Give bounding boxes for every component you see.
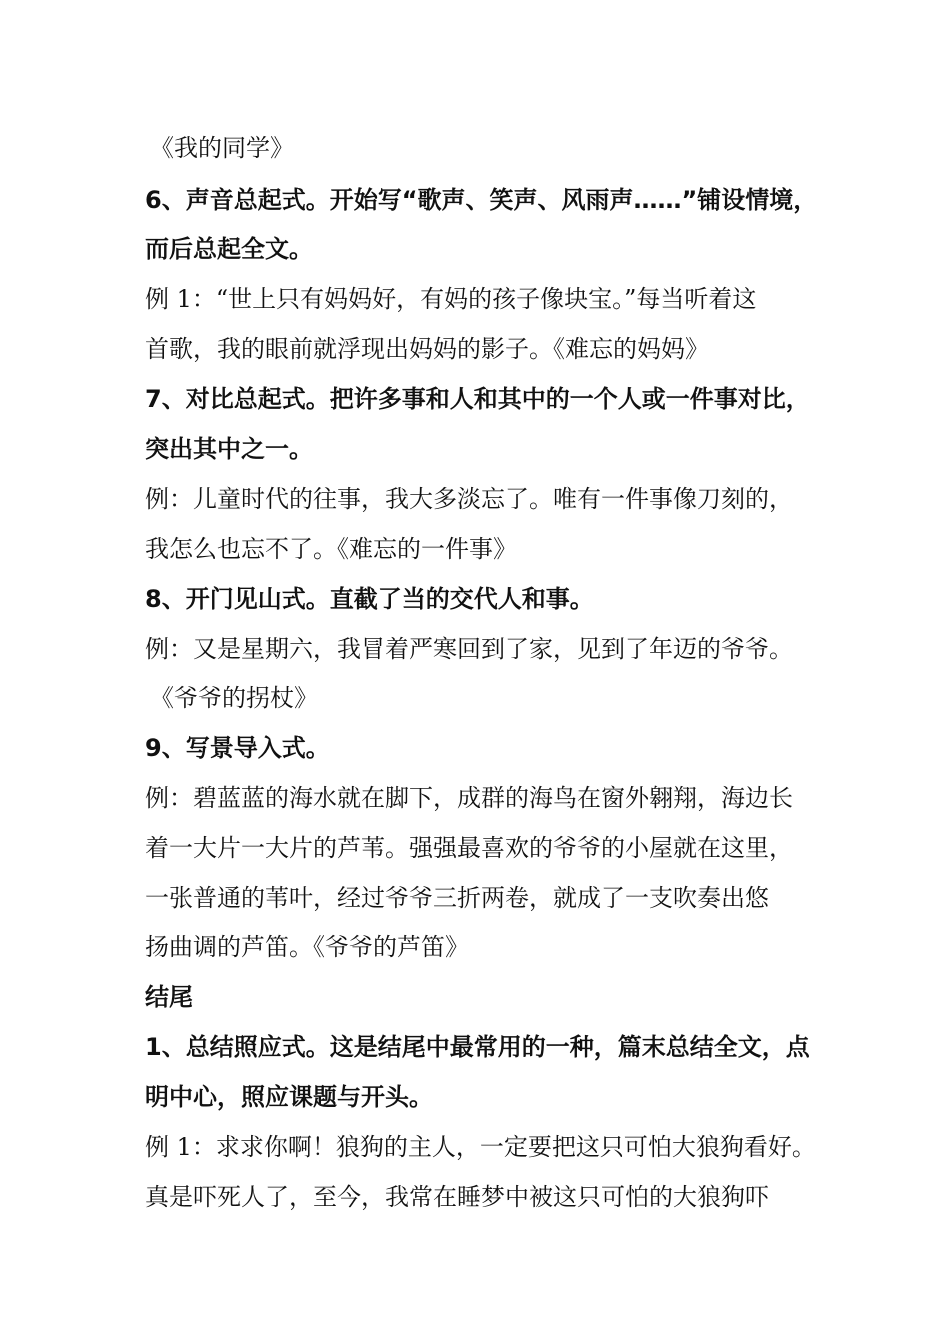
example-line: 例：又是星期六，我冒着严寒回到了家，见到了年迈的爷爷。 <box>145 635 793 663</box>
heading-7-continued: 突出其中之一。 <box>145 435 313 463</box>
heading-9: 9、写景导入式。 <box>145 734 330 762</box>
example-line: 我怎么也忘不了。《难忘的一件事》 <box>145 535 517 563</box>
example-line: 例：儿童时代的往事，我大多淡忘了。唯有一件事像刀刻的， <box>145 485 793 513</box>
example-line: 着一大片一大片的芦苇。强强最喜欢的爷爷的小屋就在这里， <box>145 834 793 862</box>
heading-7: 7、对比总起式。把许多事和人和其中的一个人或一件事对比， <box>145 385 810 413</box>
title-reference-line: 《我的同学》 <box>150 134 294 162</box>
heading-ending-1: 1、总结照应式。这是结尾中最常用的一种，篇末总结全文，点 <box>145 1033 810 1061</box>
heading-8: 8、开门见山式。直截了当的交代人和事。 <box>145 585 594 613</box>
heading-ending-1-continued: 明中心，照应课题与开头。 <box>145 1083 433 1111</box>
heading-6-continued: 而后总起全文。 <box>145 235 313 263</box>
example-line: 例 1：“世上只有妈妈好，有妈的孩子像块宝。”每当听着这 <box>145 285 757 313</box>
example-line: 例 1：求求你啊！狼狗的主人，一定要把这只可怕大狼狗看好。 <box>145 1133 816 1161</box>
example-line: 真是吓死人了，至今，我常在睡梦中被这只可怕的大狼狗吓 <box>145 1183 769 1211</box>
example-line: 一张普通的苇叶，经过爷爷三折两卷，就成了一支吹奏出悠 <box>145 884 769 912</box>
example-line: 例：碧蓝蓝的海水就在脚下，成群的海鸟在窗外翱翔，海边长 <box>145 784 793 812</box>
example-line: 扬曲调的芦笛。《爷爷的芦笛》 <box>145 933 469 961</box>
title-reference-line: 《爷爷的拐杖》 <box>150 684 318 712</box>
example-line: 首歌，我的眼前就浮现出妈妈的影子。《难忘的妈妈》 <box>145 335 709 363</box>
heading-6: 6、声音总起式。开始写“歌声、笑声、风雨声……”铺设情境， <box>145 186 818 214</box>
section-heading-ending: 结尾 <box>145 983 193 1011</box>
